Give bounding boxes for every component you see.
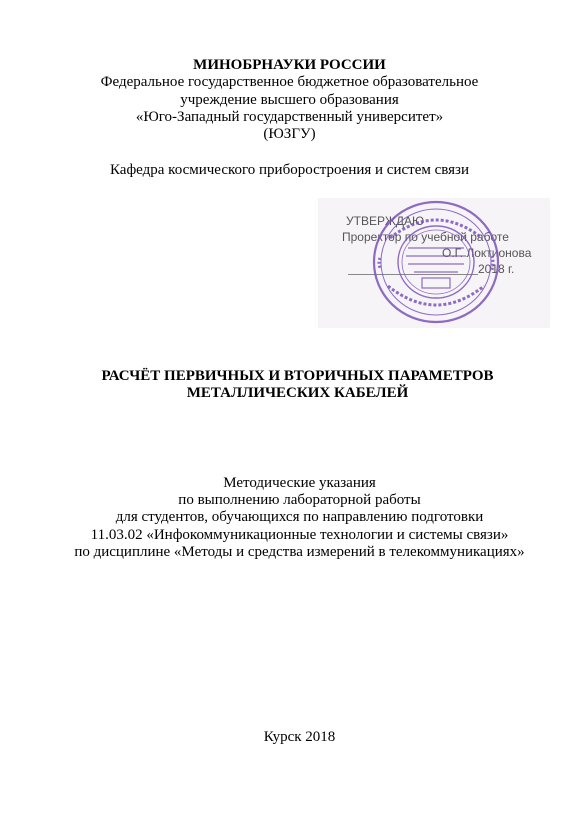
description-line: 11.03.02 «Инфокоммуникационные технологии и системы связи» xyxy=(90,527,509,543)
ministry-name: МИНОБРНАУКИ РОССИИ xyxy=(193,57,386,73)
organization-abbreviation: (ЮЗГУ) xyxy=(263,126,316,142)
approval-signer: О.Г. Локтионова xyxy=(442,246,532,260)
organization-line: учреждение высшего образования xyxy=(180,92,399,108)
organization-line: «Юго-Западный государственный университет» xyxy=(135,109,444,125)
document-title: РАСЧЁТ ПЕРВИЧНЫХ И ВТОРИЧНЫХ ПАРАМЕТРОВ xyxy=(101,368,494,384)
description-line: по дисциплине «Методы и средства измерений в телекоммуникациях» xyxy=(74,544,525,560)
city-and-year: Курск 2018 xyxy=(263,729,336,745)
department-name: Кафедра космического приборостроения и систем связи xyxy=(109,162,470,178)
description-line: для студентов, обучающихся по направлению подготовки xyxy=(115,509,484,525)
approval-role: Проректор по учебной работе xyxy=(342,230,509,244)
approval-date: 2018 г. xyxy=(478,262,515,276)
description-line: по выполнению лабораторной работы xyxy=(178,492,421,508)
approval-heading: УТВЕРЖДАЮ xyxy=(346,214,425,228)
document-type: Методические указания xyxy=(223,475,376,491)
organization-line: Федеральное государственное бюджетное образовательное xyxy=(100,74,479,90)
university-seal-icon xyxy=(370,198,502,326)
approval-stamp xyxy=(318,198,550,328)
document-title: МЕТАЛЛИЧЕСКИХ КАБЕЛЕЙ xyxy=(186,385,409,401)
